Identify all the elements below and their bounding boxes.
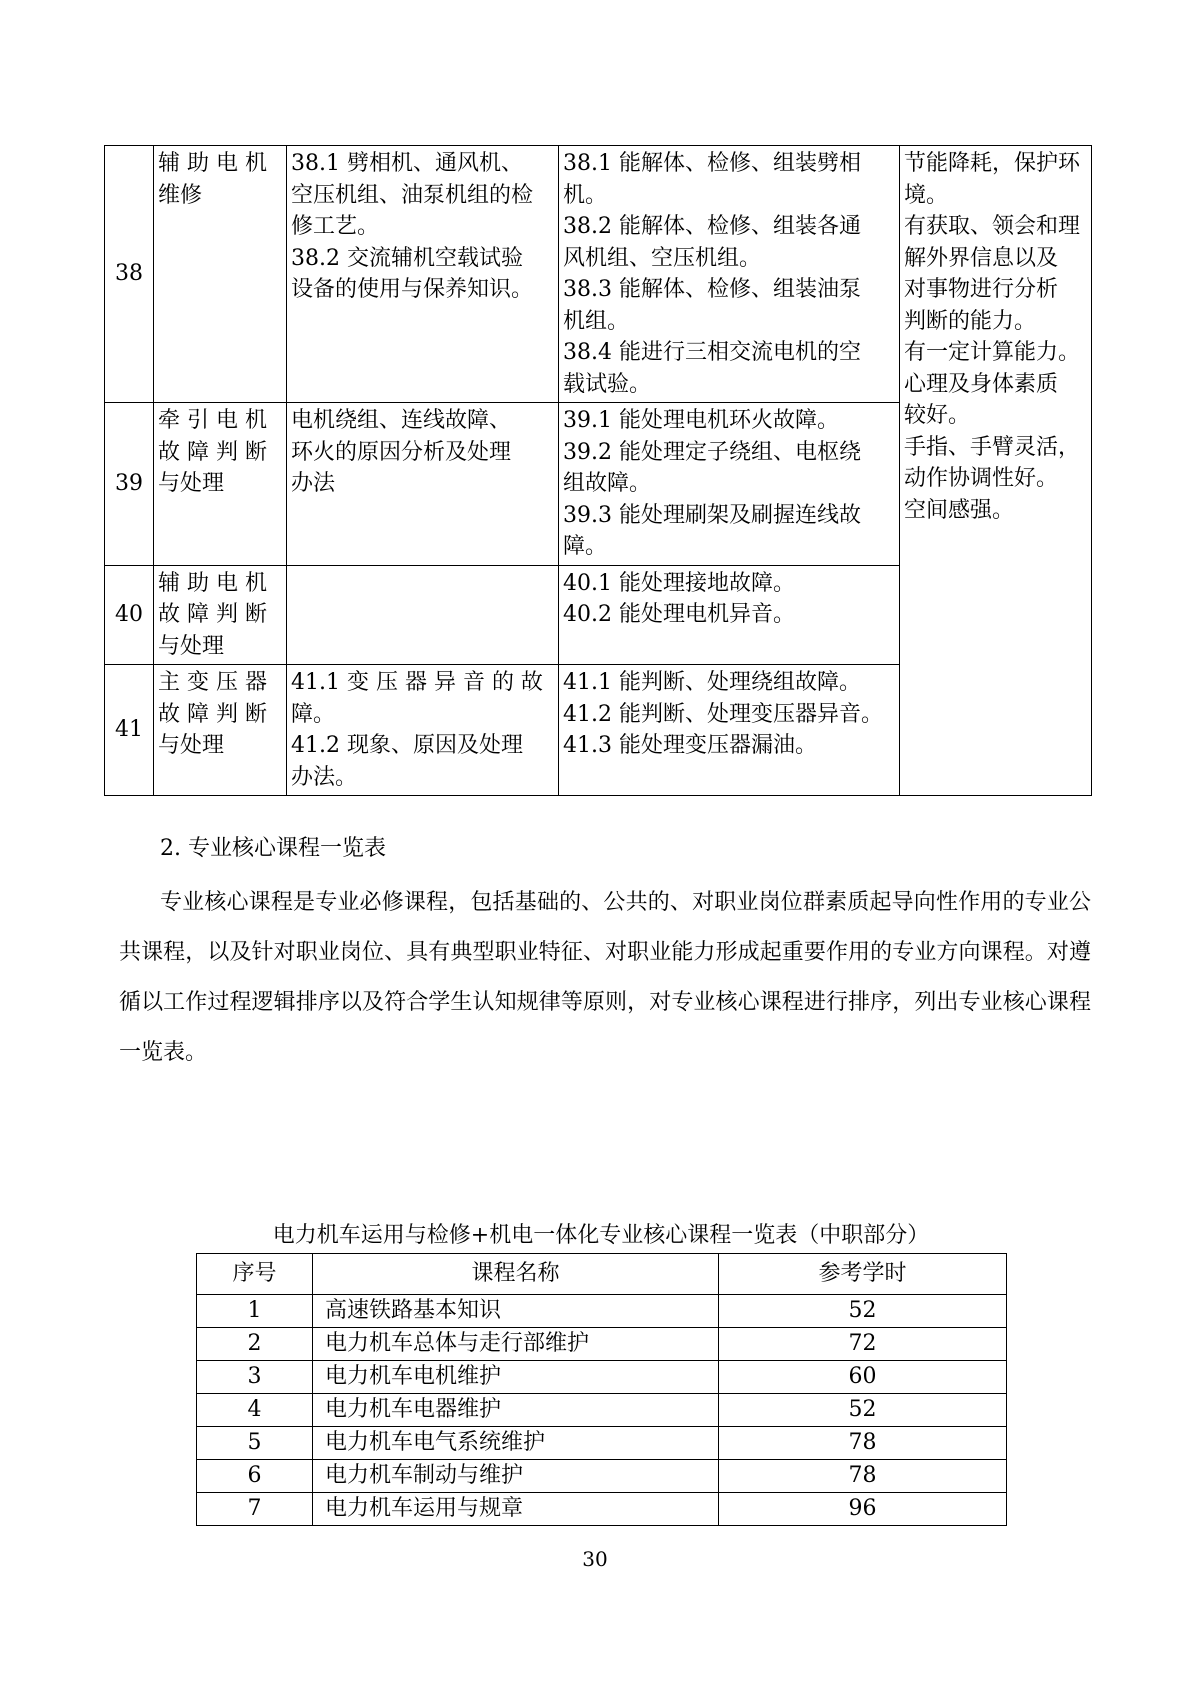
header-hours: 参考学时 bbox=[719, 1254, 1007, 1295]
table-row bbox=[197, 1394, 1007, 1427]
table-row bbox=[197, 1427, 1007, 1460]
item-name: 主 变 压 器 故 障 判 断 与处理 bbox=[154, 665, 287, 796]
course-no: 5 bbox=[197, 1427, 313, 1460]
row-number: 40 bbox=[105, 565, 154, 665]
course-no: 3 bbox=[197, 1361, 313, 1394]
course-hours: 78 bbox=[719, 1460, 1007, 1493]
course-name: 高速铁路基本知识 bbox=[313, 1295, 719, 1328]
course-hours: 60 bbox=[719, 1361, 1007, 1394]
course-no: 4 bbox=[197, 1394, 313, 1427]
item-name: 辅 助 电 机 维修 bbox=[154, 146, 287, 403]
course-name: 电力机车电气系统维护 bbox=[313, 1427, 719, 1460]
course-hours: 72 bbox=[719, 1328, 1007, 1361]
row-number: 41 bbox=[105, 665, 154, 796]
course-name: 电力机车电器维护 bbox=[313, 1394, 719, 1427]
table-row bbox=[197, 1493, 1007, 1526]
skill-cell: 39.1 能处理电机环火故障。 39.2 能处理定子绕组、电枢绕 组故障。 39.3 能处理刷架及刷握连线故 障。 bbox=[559, 403, 900, 566]
row-number: 38 bbox=[105, 146, 154, 403]
course-name: 电力机车运用与规章 bbox=[313, 1493, 719, 1526]
skill-cell: 38.1 能解体、检修、组装劈相 机。 38.2 能解体、检修、组装各通 风机组、空压机组。 38.3 能解体、检修、组装油泵 机组。 38.4 能进行三相交流电机的空 载试验。 bbox=[559, 146, 900, 403]
section-heading: 2. 专业核心课程一览表 bbox=[160, 836, 386, 861]
competency-table bbox=[104, 145, 1092, 796]
competency-row-38 bbox=[105, 146, 1092, 403]
requirements-cell: 节能降耗，保护环 境。 有获取、领会和理 解外界信息以及 对事物进行分析 判断的能力。 有一定计算能力。 心理及身体素质 较好。 手指、手臂灵活， 动作协调性好。 空间感强。 bbox=[900, 146, 1092, 796]
course-name: 电力机车电机维护 bbox=[313, 1361, 719, 1394]
course-table bbox=[196, 1253, 1007, 1526]
course-name: 电力机车总体与走行部维护 bbox=[313, 1328, 719, 1361]
table-row bbox=[197, 1361, 1007, 1394]
page-number: 30 bbox=[582, 1547, 608, 1571]
table-header-row bbox=[197, 1254, 1007, 1295]
course-hours: 52 bbox=[719, 1295, 1007, 1328]
skill-cell: 40.1 能处理接地故障。 40.2 能处理电机异音。 bbox=[559, 565, 900, 665]
table-caption: 电力机车运用与检修+机电一体化专业核心课程一览表（中职部分） bbox=[272, 1223, 930, 1248]
table-row bbox=[197, 1295, 1007, 1328]
course-no: 7 bbox=[197, 1493, 313, 1526]
table-row bbox=[197, 1460, 1007, 1493]
header-no: 序号 bbox=[197, 1254, 313, 1295]
table-row bbox=[197, 1328, 1007, 1361]
header-course-name: 课程名称 bbox=[313, 1254, 719, 1295]
course-no: 1 bbox=[197, 1295, 313, 1328]
item-name: 辅 助 电 机 故 障 判 断 与处理 bbox=[154, 565, 287, 665]
body-paragraph: 专业核心课程是专业必修课程，包括基础的、公共的、对职业岗位群素质起导向性作用的专业公共课程，以及针对职业岗位、具有典型职业特征、对职业能力形成起重要作用的专业方向课程。对遵循以工作过程逻辑排序以及符合学生认知规律等原则，对专业核心课程进行排序，列出专业核心课程一览表。 bbox=[119, 890, 1091, 1065]
course-name: 电力机车制动与维护 bbox=[313, 1460, 719, 1493]
skill-cell: 41.1 能判断、处理绕组故障。 41.2 能判断、处理变压器异音。 41.3 能处理变压器漏油。 bbox=[559, 665, 900, 796]
knowledge-cell: 电机绕组、连线故障、 环火的原因分析及处理 办法 bbox=[287, 403, 559, 566]
knowledge-cell: 38.1 劈相机、通风机、 空压机组、油泵机组的检 修工艺。 38.2 交流辅机空载试验 设备的使用与保养知识。 bbox=[287, 146, 559, 403]
item-name: 牵 引 电 机 故 障 判 断 与处理 bbox=[154, 403, 287, 566]
course-no: 6 bbox=[197, 1460, 313, 1493]
course-hours: 52 bbox=[719, 1394, 1007, 1427]
course-no: 2 bbox=[197, 1328, 313, 1361]
knowledge-cell: 41.1 变 压 器 异 音 的 故 障。 41.2 现象、原因及处理 办法。 bbox=[287, 665, 559, 796]
knowledge-cell bbox=[287, 565, 559, 665]
row-number: 39 bbox=[105, 403, 154, 566]
course-hours: 96 bbox=[719, 1493, 1007, 1526]
course-hours: 78 bbox=[719, 1427, 1007, 1460]
